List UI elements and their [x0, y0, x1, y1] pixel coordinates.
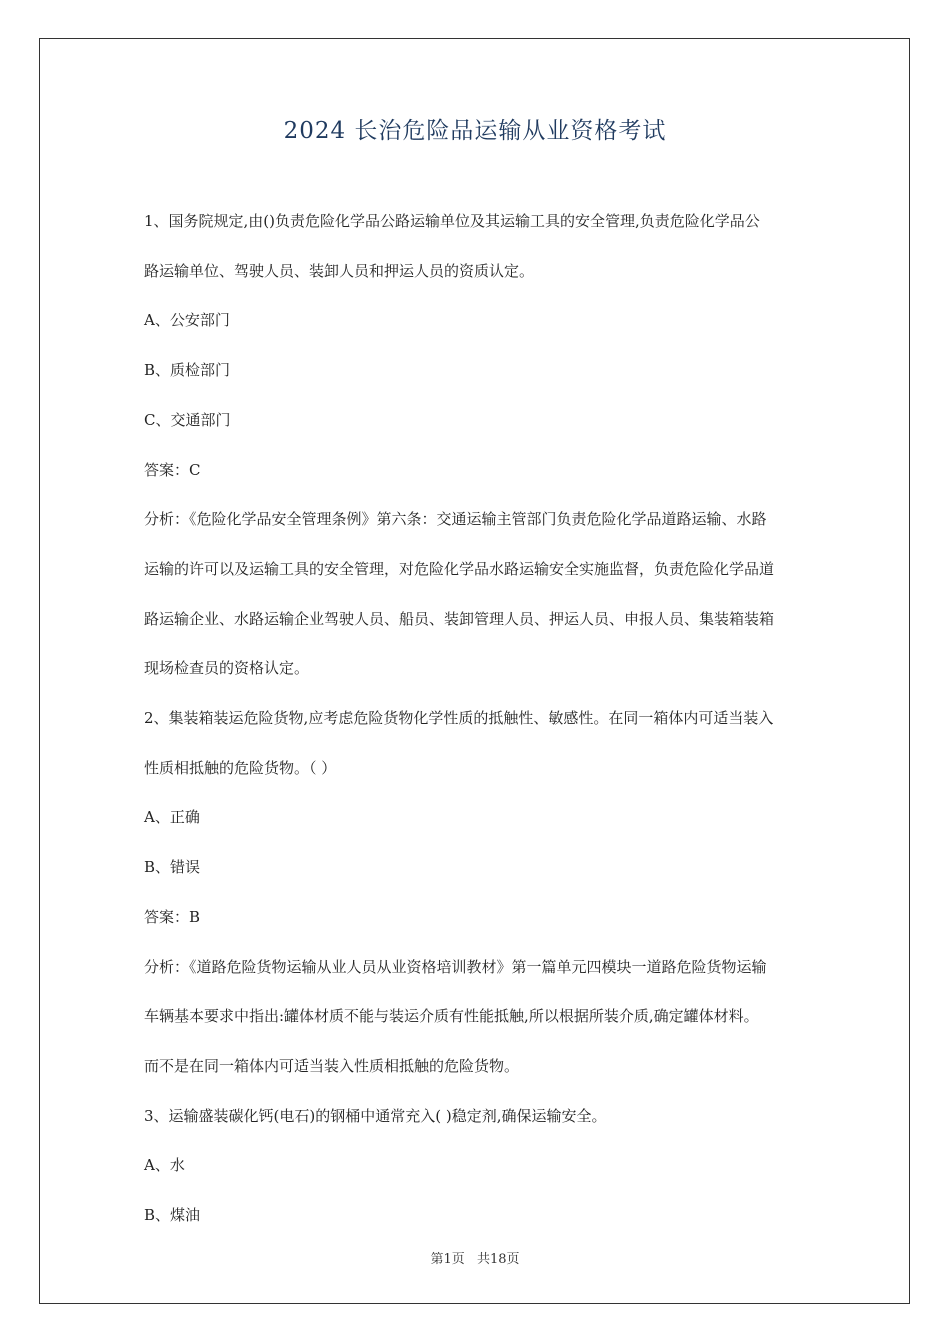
- page-number: 第1页: [430, 1252, 465, 1267]
- document-title: 2024 长治危险品运输从业资格考试: [283, 118, 667, 144]
- question-2-line-1: 2、集装箱装运危险货物,应考虑危险货物化学性质的抵触性、敏感性。在同一箱体内可适当装入: [144, 709, 774, 728]
- question-2-analysis-line-2: 车辆基本要求中指出:罐体材质不能与装运介质有性能抵触,所以根据所装介质,确定罐体材料。: [144, 1007, 759, 1026]
- question-2-option-a: A、正确: [144, 808, 200, 827]
- document-body: [144, 197, 812, 1241]
- page-footer: [0, 1248, 950, 1267]
- question-3-option-a: A、水: [144, 1156, 185, 1175]
- page-total: 共18页: [476, 1252, 520, 1267]
- question-3-line-1: 3、运输盛装碳化钙(电石)的钢桶中通常充入( )稳定剂,确保运输安全。: [144, 1106, 607, 1125]
- question-2-answer: 答案：B: [144, 907, 201, 926]
- question-3-option-b: B、煤油: [144, 1206, 201, 1225]
- question-2-analysis-line-1: 分析：《道路危险货物运输从业人员从业资格培训教材》第一篇单元四模块一道路危险货物运输: [144, 957, 767, 976]
- question-1-analysis-line-1: 分析：《危险化学品安全管理条例》第六条：交通运输主管部门负责危险化学品道路运输、水路: [144, 510, 767, 529]
- question-1-analysis-line-2: 运输的许可以及运输工具的安全管理，对危险化学品水路运输安全实施监督，负责危险化学品道: [144, 559, 775, 578]
- question-1-option-a: A、公安部门: [144, 311, 230, 330]
- question-2-line-2: 性质相抵触的危险货物。（ ）: [144, 758, 337, 777]
- question-2-option-b: B、错误: [144, 858, 201, 877]
- question-2-analysis-line-3: 而不是在同一箱体内可适当装入性质相抵触的危险货物。: [144, 1056, 520, 1075]
- question-1-option-c: C、交通部门: [144, 410, 231, 429]
- question-1-answer: 答案：C: [144, 460, 201, 479]
- question-1-option-b: B、质检部门: [144, 361, 231, 380]
- question-1-analysis-line-4: 现场检查员的资格认定。: [144, 659, 310, 678]
- question-1-line-1: 1、国务院规定,由()负责危险化学品公路运输单位及其运输工具的安全管理,负责危险化学品公: [144, 212, 760, 230]
- question-1-line-2: 路运输单位、驾驶人员、装卸人员和押运人员的资质认定。: [144, 261, 535, 280]
- question-1-analysis-line-3: 路运输企业、水路运输企业驾驶人员、船员、装卸管理人员、押运人员、申报人员、集装箱装箱: [144, 609, 775, 628]
